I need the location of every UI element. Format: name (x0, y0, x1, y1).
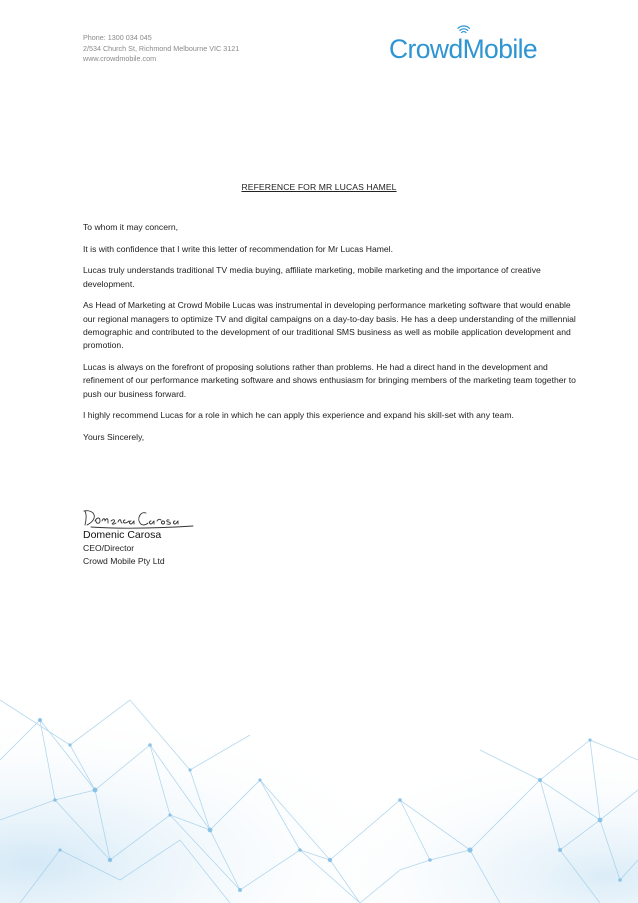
postal-address: 2/534 Church St, Richmond Melbourne VIC 3121 (83, 43, 240, 53)
reference-title: REFERENCE FOR MR LUCAS HAMEL (241, 182, 397, 192)
wifi-signal-icon (458, 26, 470, 32)
signer-company: Crowd Mobile Pty Ltd (83, 556, 165, 567)
phone-number: Phone: 1300 034 045 (83, 33, 152, 42)
signer-title: CEO/Director (83, 543, 135, 553)
signer-name: Domenic Carosa (83, 529, 162, 541)
logo-text-mobile: Mobile (462, 34, 538, 64)
paragraph-intro: It is with confidence that I write this letter of recommendation for Mr Lucas Hamel. (83, 243, 393, 254)
closing: Yours Sincerely, (83, 432, 145, 442)
paragraph-proactive: Lucas is always on the forefront of proposing solutions rather than problems. He had a direct hand in the development and refinement of our performance marketing software and shows enthusiasm for bringing members of the marketing team together to push our business forward. (83, 362, 576, 399)
website-link[interactable]: www.crowdmobile.com (83, 54, 157, 63)
logo-text-crowd: Crowd (389, 34, 463, 64)
letter-body (83, 221, 578, 453)
signer-block (83, 528, 165, 569)
paragraph-role: As Head of Marketing at Crowd Mobile Lucas was instrumental in developing performance marketing software that would enable our regional managers to optimize TV and digital campaigns on a day-to-day basis. He has a deep understanding of the millennial demographic and contributed to the development of our traditional SMS business as well as mobile application development and promotion. (83, 300, 576, 351)
svg-text:CrowdMobile (389, 34, 537, 64)
salutation: To whom it may concern, (83, 222, 179, 232)
paragraph-skills: Lucas truly understands traditional TV media buying, affiliate marketing, mobile marketing and the importance of creative development. (83, 265, 541, 289)
crowdmobile-logo (389, 24, 541, 66)
paragraph-recommendation: I highly recommend Lucas for a role in which he can apply this experience and expand his skill-set with any team. (83, 410, 514, 421)
contact-block (83, 33, 239, 65)
